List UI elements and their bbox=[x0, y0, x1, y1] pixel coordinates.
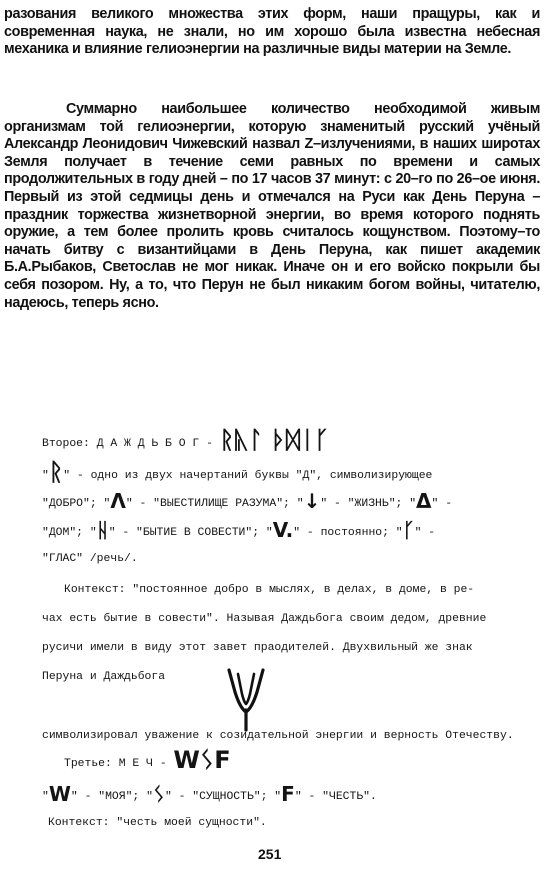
context-1-line-1: Контекст: "постоянное добро в мыслях, в делах, в доме, в ре- bbox=[64, 584, 475, 596]
page-number: 251 bbox=[258, 846, 282, 862]
typed-line-3: "ДОБРО"; "Λ" - "ВЫЕСТИЛИЩЕ РАЗУМА"; "↓" - "ЖИЗНЬ"; "Δ" - bbox=[42, 489, 453, 513]
context-1-line-2: чах есть бытие в совести". Называя Даждьбога своим дедом, древние bbox=[42, 613, 487, 625]
rune-h: ᚺ bbox=[96, 518, 109, 542]
paragraph-2: Суммарно наибольшее количество необходимой живым организмам той гелиоэнергии, которую знаменитый русский учёный Александр Леонидович Чижевский назвал Z–излучениями, в наших широтах Земля получает в течение семи равных по времени и самых продолжительных в году дней – по 17 часов 37 минут: с 20–го по 26–ое июня. Первый из этой седмицы день и отмечался на Руси как День Перуна – праздник торжества жизнетворной энергии, во время которого поднять оружие, а тем более пролить кровь считалось кощунством. Поэтому–то начать битву с византийцами в День Перуна, как пишет академик Б.А.Рыбаков, Светослав не мог никак. Иначе он и его войско покрыли бы себя позором. Ну, а то, что Перун не был никаким богом войны, читателю, надеюсь, теперь ясно. bbox=[4, 101, 540, 311]
typed-line-third-2: "W" - "МОЯ"; "ᛊ" - "СУЩНОСТЬ"; "F" - "ЧЕСТЬ". bbox=[42, 782, 377, 806]
typed-line-second bbox=[42, 426, 522, 454]
paragraph-1: разования великого множества этих форм, наши пращуры, как и современная наука, не знали, но им хорошо была известна небесная механика и влияние гелиоэнергии на различные виды материи на Земле. bbox=[4, 6, 540, 58]
typed-line-5: "ГЛАС" /речь/. bbox=[42, 553, 138, 565]
rune-g: ᚴ bbox=[402, 518, 415, 542]
context-2: Контекст: "честь моей сущности". bbox=[48, 817, 267, 829]
rune-arrow: ↓ bbox=[303, 489, 321, 513]
context-1-line-3: русичи имели в виду этот завет праодителей. Двухвильный же знак bbox=[42, 642, 473, 654]
typed-line-4: "ДОМ"; "ᚺ" - "БЫТИЕ В СОВЕСТИ"; "V." - постоянно; "ᚴ" - bbox=[42, 518, 436, 542]
second-label: Второе: bbox=[42, 438, 90, 450]
rune-r: ᚱ bbox=[48, 458, 64, 486]
third-word: М Е Ч bbox=[118, 758, 153, 770]
third-label: Третье: bbox=[64, 758, 112, 770]
second-word: Д А Ж Д Ь Б О Г bbox=[96, 438, 200, 450]
rune-lambda: Λ bbox=[110, 489, 126, 513]
dash: - bbox=[206, 438, 213, 450]
perun-dazhdbog-emblem-icon bbox=[224, 664, 268, 734]
rune-sequence-dazhdbog: ᚱᚣᛚ ᚦᛞᛁᚴ bbox=[219, 426, 329, 454]
rune-delta: Δ bbox=[416, 489, 432, 513]
rune-f: F bbox=[281, 782, 295, 806]
rune-sequence-mech: WᛊF bbox=[173, 746, 231, 774]
rune-v: V. bbox=[272, 518, 294, 542]
context-1-line-4: Перуна и Даждьбога bbox=[42, 671, 166, 683]
rune-s: ᛊ bbox=[152, 782, 165, 806]
typed-line-third: Третье: М Е Ч - WᛊF bbox=[64, 746, 231, 774]
emblem-caption: символизировал уважение к созидательной энергии и верность Отечеству. bbox=[42, 730, 514, 742]
rune-w: W bbox=[48, 782, 71, 806]
typed-line-2: "ᚱ" - одно из двух начертаний буквы "Д", символизирующее bbox=[42, 458, 433, 486]
